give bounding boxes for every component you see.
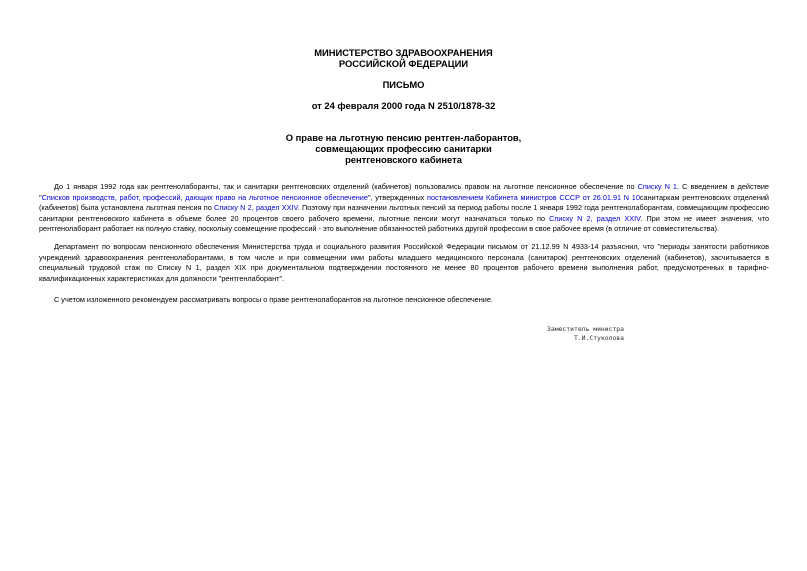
document-date: от 24 февраля 2000 года N 2510/1878-32	[311, 100, 496, 111]
document-type: ПИСЬМО	[382, 79, 425, 90]
lists-of-professions-link[interactable]: Списков производств, работ, профессий, дающих право на льготное пенсионное обеспечение	[41, 192, 368, 202]
paragraph-2	[39, 242, 769, 284]
subject-line-2: совмещающих профессию санитарки	[315, 143, 492, 154]
paragraph-1-text-6: . При этом не имеет значения, что рентгенолаборант работает на полную ставку, поскольку совмещение профессий - это выполнение обязанностей работника другой профессии в свое рабочее время (в отличие от совместительства).	[39, 213, 770, 234]
list-2-section-24-link[interactable]: Списку N 2, раздел XXIV	[214, 203, 298, 213]
paragraph-1	[39, 182, 769, 235]
cabinet-resolution-link[interactable]: постановлением Кабинета министров СССР от 26.01.91 N 10	[427, 192, 640, 202]
list-2-section-24-link-second[interactable]: Списку N 2, раздел XXIV	[549, 213, 641, 223]
ministry-line-1: МИНИСТЕРСТВО ЗДРАВООХРАНЕНИЯ	[314, 47, 493, 58]
paragraph-3-text: С учетом изложенного рекомендуем рассматривать вопросы о праве рентгенолаборантов на льготное пенсионное обеспечение.	[54, 295, 493, 304]
paragraph-1-text-3: ", утвержденных	[367, 192, 428, 202]
paragraph-1-text-4: санитаркам рентгеновских отделений (кабинетов) была установлена льготная пенсия по	[39, 192, 770, 213]
paragraph-2-text: Департамент по вопросам пенсионного обеспечения Министерства труда и социального развития Российской Федерации письмом от 21.12.99 N 4933-14 разъяснил, что "периоды занятости работников учреждений здравоохранения рентгенолаборантами, в том числе и при совмещении ими работы младшего медицинского персонала (санитарок) рентгеновских отделений (кабинетов), засчитывается в специальный трудовой стаж по Списку N 1, раздел XIX при документальном подтверждении постоянного не менее 80 процентов рабочего времени выполнения работ, предусмотренных в тарифно-квалификационных характеристиках для должности "рентгенлаборант".	[39, 242, 769, 283]
document-subject	[0, 132, 807, 165]
ministry-heading	[0, 47, 807, 69]
subject-line-1: О праве на льготную пенсию рентген-лаборантов,	[285, 132, 522, 143]
paragraph-3	[39, 295, 769, 306]
paragraph-1-text-5: . Поэтому при назначении льготных пенсий за период работы после 1 января 1992 года рентгенолаборантам, совмещающим профессию санитарки рентгеновского кабинета в объеме более 20 процентов своего рабочего времени, льготные пенсии могут назначаться только по	[39, 203, 769, 223]
ministry-line-2: РОССИЙСКОЙ ФЕДЕРАЦИИ	[338, 58, 469, 69]
signatory-name: Т.И.Стуколова	[573, 334, 624, 342]
signatory-position: Заместитель министра	[547, 325, 624, 333]
list-1-link[interactable]: Списку N 1	[637, 182, 677, 191]
paragraph-1-text-1: До 1 января 1992 года как рентгенолаборанты, так и санитарки рентгеновских отделений (кабинетов) пользовались правом на льготное пенсионное обеспечение по	[54, 182, 638, 191]
subject-line-3: рентгеновского кабинета	[345, 154, 462, 165]
paragraph-1-text-2: . С введением в действие "	[39, 182, 769, 202]
